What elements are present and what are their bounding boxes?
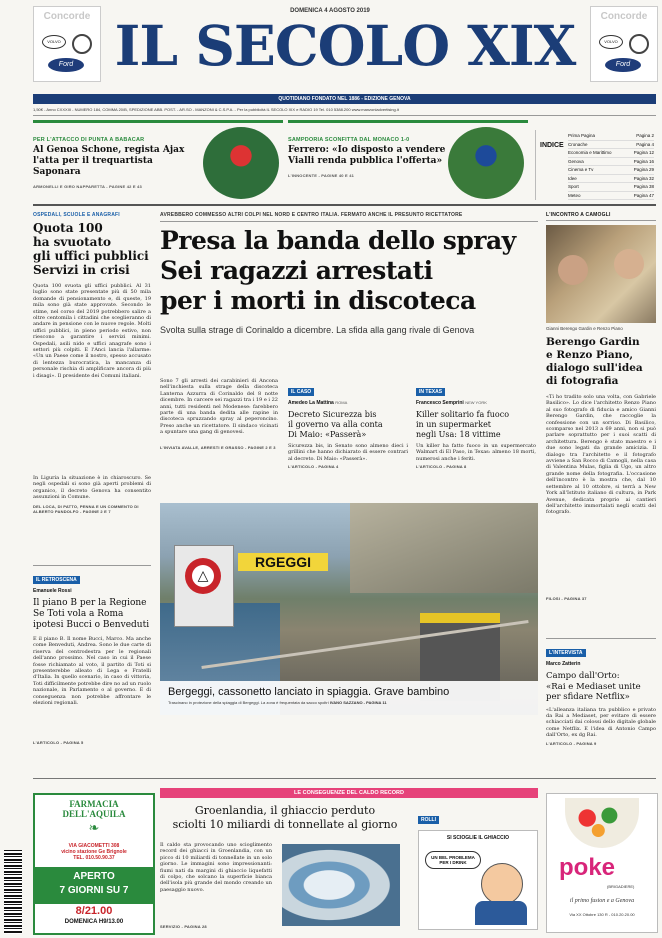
index-row[interactable] [568, 166, 654, 175]
climate-body: Il caldo sta provocando uno scioglimento record dei ghiacci in Groenlandia, con un picco di 10 miliardi di tonnellate in un solo giorno. Le immagini sono impressionanti: fiumi nati da margini di ghiaccio liquefatti di colpo, che solcano la superficie bianca dell'isola più grande del mondo creando un paesaggio nuovo. [160, 842, 272, 893]
author: Francesco Semprini NEW YORK [416, 400, 487, 406]
poke-sub: (BRIGADIERE) [607, 884, 635, 889]
rock-cliff [350, 503, 538, 593]
pharmacy-ad[interactable] [33, 793, 155, 935]
left-kicker: OSPEDALI, SCUOLE E ANAGRAFI [33, 212, 120, 218]
index-label: Economia e Marittimo [568, 150, 612, 155]
town-sign: RGEGGI [238, 553, 328, 571]
left-byline: DEL LOCA, DI PATTO, PENNA E UN COMMENTO DI ALBERTO PANDOLFO - PAGINE 2 E 7 [33, 503, 139, 514]
retroscena-body: E il piano B. Il nome Bucci, Marco. Ma anche come Benveduti, Andrea. Sono le due carte di riserva del centrodestra per le regionali dell'anno prossimo. Nel caso in cui il Paese fosse richiamato al voto, il partito di Toti si presenterebbe alleato di Lega e Fratelli d'Italia. In quello scenario, in caso di vittoria, Toti difficilmente potrebbe dire no ad un ruolo nazionale, in Parlamento o al governo. E di conseguenza non potrebbe affrontare le elezioni regionali. [33, 636, 151, 707]
pharmacy-name: FARMACIA DELL'AQUILA [62, 799, 126, 819]
right-headline[interactable]: Berengo Gardin e Renzo Piano, dialogo sull'idea di fotografia [546, 336, 643, 387]
cartoon-bubble: UN BEL PROBLEMA PER I DRINK [425, 851, 481, 869]
bergeggi-photo [160, 503, 538, 715]
index-row[interactable] [568, 158, 654, 167]
cartoon-figure [481, 863, 523, 905]
divider [33, 115, 656, 116]
volvo-logo: VOLVO [599, 35, 623, 49]
cartoon-body [475, 901, 527, 925]
caso-body: Sicurezza bis, in Senato sono almeno dieci i grillini che hanno dichiarato di essere contrari al decreto. Di Maio: «Passerà». [288, 443, 408, 462]
divider [33, 778, 656, 779]
pharmacy-open: APERTO 7 GIORNI SU 7 [35, 867, 153, 904]
teaser-byline: L'INNOCENTE - PAGINE 40 E 41 [288, 173, 355, 178]
left-body-2: In Liguria la situazione è in chiaroscuro. Se negli ospedali si sono già aperti problemi di organico, il decreto Genova ha consentito assunzioni in Comune. [33, 475, 151, 501]
barcode [4, 850, 22, 934]
eagle-icon: ❧ [88, 821, 100, 836]
index-row[interactable] [568, 149, 654, 158]
index-label: Cronache [568, 141, 588, 147]
index-row[interactable] [568, 132, 654, 141]
teaser-headline: Ferrero: «Io disposto a vendere Vialli renda pubblica l'offerta» [288, 145, 446, 166]
index-page: Pagina 47 [633, 192, 654, 198]
divider [33, 204, 656, 206]
main-body-col [160, 378, 278, 450]
tagline: QUOTIDIANO FONDATO NEL 1886 - EDIZIONE GENOVA [278, 96, 411, 102]
right-ear-label: Concorde [600, 11, 648, 22]
main-kicker: AVREBBERO COMMESSO ALTRI COLPI NEL NORD E CENTRO ITALIA. FERMATO ANCHE IL PRESUNTO RICETTATORE [160, 212, 538, 222]
intervista-label: L'INTERVISTA [546, 649, 586, 657]
right-column [546, 212, 656, 601]
caso-headline[interactable]: Decreto Sicurezza bis il governo va alla conta Di Maio: «Passerà» [288, 410, 383, 439]
left-headline[interactable]: Quota 100 ha svuotato gli uffici pubblici Servizi in crisi [33, 221, 149, 277]
intervista-headline[interactable]: Campo dall'Orto: «Rai e Mediaset unite per sfidare Netflix» [546, 671, 641, 702]
retroscena-byline: L'ARTICOLO - PAGINA 5 [33, 740, 84, 745]
poke-address: Via XX Ottobre 130 R - 010.20.20.00 [569, 912, 635, 917]
retroscena-headline[interactable]: Il piano B per la Regione Se Toti vola a Roma ipotesi Bucci o Benveduti [33, 598, 150, 630]
volvo-logo: VOLVO [42, 35, 66, 49]
climate-headline[interactable]: Groenlandia, il ghiaccio perduto sciolti 10 miliardi di tonnellate al giorno [172, 804, 398, 831]
teaser-kicker: PER L'ATTACCO DI PUNTA A BABACAR [33, 137, 145, 143]
right-body: «Ti ho tradito solo una volta, con Gabriele Basilico». Lo dice l'architetto Renzo Piano al suo fotografo di fiducia e amico Gianni Berengo Gardin, che raccoglie la confessione con un sorriso. Di Basilico, scomparso nel 2013 a 69 anni, non si può parlare soprattutto per i suoi scatti di architettura. Berengo è stato maestro e i due sono legati da grande amicizia. Il dialogo tra l'architetto e il fotografo avviene a San Rocco di Camogli, nella casa di Valentina Mulas, figlia di Ugo, un altro grande nome della fotografia. L'occasione dell'incontro è la mostra che, dal 10 settembre al 10 ottobre, si terrà a New York all'Istituto italiano di cultura, in Park Avenue, dedicata proprio ai cantieri dell'architetto immortalati negli scatti del fotografo. [546, 394, 656, 516]
left-ear-label: Concorde [43, 11, 91, 22]
index-label: Prima Pagina [568, 133, 596, 138]
index-page: Pagina 29 [633, 167, 654, 172]
author: Marco Zatterin [546, 661, 581, 667]
index-page: Pagina 38 [633, 184, 654, 189]
index-row[interactable] [568, 175, 654, 184]
road-sign [174, 545, 234, 627]
photo-caption-body: Trascinano in protezione della spiaggia di Bergeggi. La zona è frequentata da sacco spoltri IVANO SAZZANO - PAGINA 11 [168, 700, 387, 705]
intervista-byline: L'ARTICOLO - PAGINA 9 [546, 740, 597, 746]
index-page: Pagina 32 [633, 175, 654, 181]
right-column-2 [546, 638, 656, 746]
climate-section [160, 788, 538, 929]
texas-label: IN TEXAS [416, 388, 445, 396]
index-title: INDICE [540, 142, 564, 149]
main-byline: L'INVIATA AVALLE, ARRESTI E GRASSO - PAGINE 2 E 3 [160, 445, 276, 450]
index-label: Genova [568, 158, 584, 164]
caption-strip [160, 681, 538, 715]
ford-logo: Ford [605, 58, 641, 72]
tagline-bar [33, 94, 656, 104]
poke-tagline: il primo fusion e a Genova [569, 898, 635, 904]
rolli-cartoon [418, 830, 538, 930]
football-photo [448, 127, 524, 199]
index-rows [568, 132, 654, 200]
caso-byline: L'ARTICOLO - PAGINA 4 [288, 464, 339, 470]
cartoon-title: SI SCIOGLIE IL GHIACCIO [446, 835, 510, 841]
ford-logo: Ford [48, 58, 84, 72]
pharmacy-sunday: DOMENICA H9/13.00 [64, 919, 124, 925]
teaser-kicker: SAMPDORIA SCONFITTA DAL MONACO 1-0 [288, 137, 410, 143]
brand-circle-logo [629, 34, 649, 54]
caso-label: IL CASO [288, 388, 314, 396]
photo-caption: Gianni Berengo Gardin e Renzo Piano [546, 326, 623, 331]
right-kicker: L'INCONTRO A CAMOGLI [546, 212, 656, 221]
poke-brand: poke [559, 854, 616, 881]
greenland-photo [282, 844, 400, 926]
photo-caption-headline[interactable]: Bergeggi, cassonetto lanciato in spiaggia. Grave bambino [168, 686, 450, 698]
right-byline: FILOSI - PAGINA 37 [546, 596, 587, 601]
index-label: Meteo [568, 192, 581, 198]
pharmacy-address: VIA GIACOMETTI 308 vicino stazione Ge Brignole TEL. 010.50.90.37 [61, 843, 127, 861]
main-headline[interactable]: Presa la banda dello spray Sei ragazzi arrestati per i morti in discoteca [160, 226, 516, 315]
author: Amedeo La Mattina ROMA [288, 400, 348, 406]
intervista-body: «L'alleanza italiana tra pubblico e privato da Rai a Mediaset, per evitare di essere schiacciati dai colossi dello digitale globale come Netflix. E l'idea di Antonio Campo dall'Orto, ex dg Rai. [546, 706, 656, 739]
left-column [33, 212, 151, 514]
masthead-title: IL SECOLO XIX [114, 13, 576, 78]
index-page: Pagina 4 [636, 141, 654, 147]
divider [33, 565, 151, 566]
left-ear-ad [33, 6, 101, 82]
index-page: Pagina 12 [633, 150, 654, 155]
index-row[interactable] [568, 183, 654, 192]
main-body: Sono 7 gli arresti dei carabinieri di Ancona nell'inchiesta sulla strage della discoteca Lanterna Azzurra di Corinaldo del 8 notte dicembre. In carcere sei ragazzi tra i 19 e i 22 anni, tutti residenti nel Modenese: farebbero parte di una banda dedita alle rapine in discoteca spruzzando spray al peperoncino. Preso anche un ricettatore. Il sindaco vicinati a spuntare una gang di genovesi. [160, 378, 278, 436]
author: Emanuele Rossi [33, 588, 72, 594]
right-ear-ad [590, 6, 658, 82]
left-column-2 [33, 565, 151, 745]
main-subheadline: Svolta sulla strage di Corinaldo a dicembre. La sfida alla gang rivale di Genova [160, 325, 475, 335]
pink-bar: LE CONSEGUENZE DEL CALDO RECORD [160, 788, 538, 798]
pharmacy-hours: 8/21.00 [75, 905, 113, 917]
rolli-label: ROLLI [418, 816, 439, 824]
teaser-sampdoria[interactable] [288, 120, 528, 201]
poke-ad[interactable] [546, 793, 658, 933]
teaser-headline: Al Genoa Schone, regista Ajax l'atta per il trequartista Saponara [33, 145, 185, 177]
index-label: Sport [568, 184, 579, 189]
index-box [535, 130, 657, 200]
climate-byline: SERVIZIO - PAGINA 28 [160, 924, 207, 929]
brand-circle-logo [72, 34, 92, 54]
mid-item-caso [288, 378, 408, 469]
teaser-byline: ARMONELLI E GIRO NAPPARETTA - PAGINE 42 E 43 [33, 184, 142, 189]
index-row[interactable] [568, 141, 654, 150]
index-label: Cinema e Tv [568, 167, 594, 172]
pedestrian-sign-icon: △ [185, 558, 221, 594]
poke-bowl-image [565, 798, 639, 848]
texas-headline[interactable]: Killer solitario fa fuoco in un supermarket negli Usa: 18 vittime [416, 410, 510, 439]
football-photo [203, 127, 279, 199]
retroscena-label: IL RETROSCENA [33, 576, 80, 584]
index-page: Pagina 16 [633, 158, 654, 164]
masthead-date: DOMENICA 4 AGOSTO 2019 [290, 8, 370, 14]
index-label: Idee [568, 175, 577, 181]
divider [546, 638, 656, 639]
left-body: Quota 100 svuota gli uffici pubblici. Al 31 luglio sono state presentate più di 50 mila domande di pensionamento e, di queste, 19 mila sono già state approvate. Secondo le stime, nel corso del 2019 potrebbero salire a oltre centomila i cittadini che sceglieranno di andare in pensione con le nuove regole. Molti uffici pubblici, in pieno periodo estivo, non riescono a garantire i servizi minimi. Ospedali, asili nido e uffici anagrafe sono i settori più colpiti. E l'Anci lancia l'allarme: «Un un Paese come il nostro, spesso accusato di lentezza burocratica, la mancanza di personale rischia di amplificare ancora di più i disagi». Il presidente dei Comuni italiani. [33, 283, 151, 379]
index-page: Pagina 2 [636, 133, 654, 138]
teaser-genoa[interactable] [33, 120, 283, 201]
texas-body: Un killer ha fatto fuoco in un supermercato Walmart di El Paso, in Texas: almeno 18 morti, numerosi anche i feriti. [416, 443, 536, 462]
info-line: 1,50€ - Anno CXXXIII - NUMERO 184, COMMA 20/B, SPEDIZIONE ABB. POST. - AR.SO - MANZONI & C.S.P.A. - Per la pubblicità IL SECOLO XIX e RADIO 19 Tel. 010 5388.200 www.manzoniadvertising.it [33, 107, 399, 112]
index-row[interactable] [568, 192, 654, 201]
texas-byline: L'ARTICOLO - PAGINA 8 [416, 464, 467, 470]
main-story [160, 212, 538, 335]
piano-gardin-photo [546, 225, 656, 323]
mid-item-texas [416, 378, 536, 469]
